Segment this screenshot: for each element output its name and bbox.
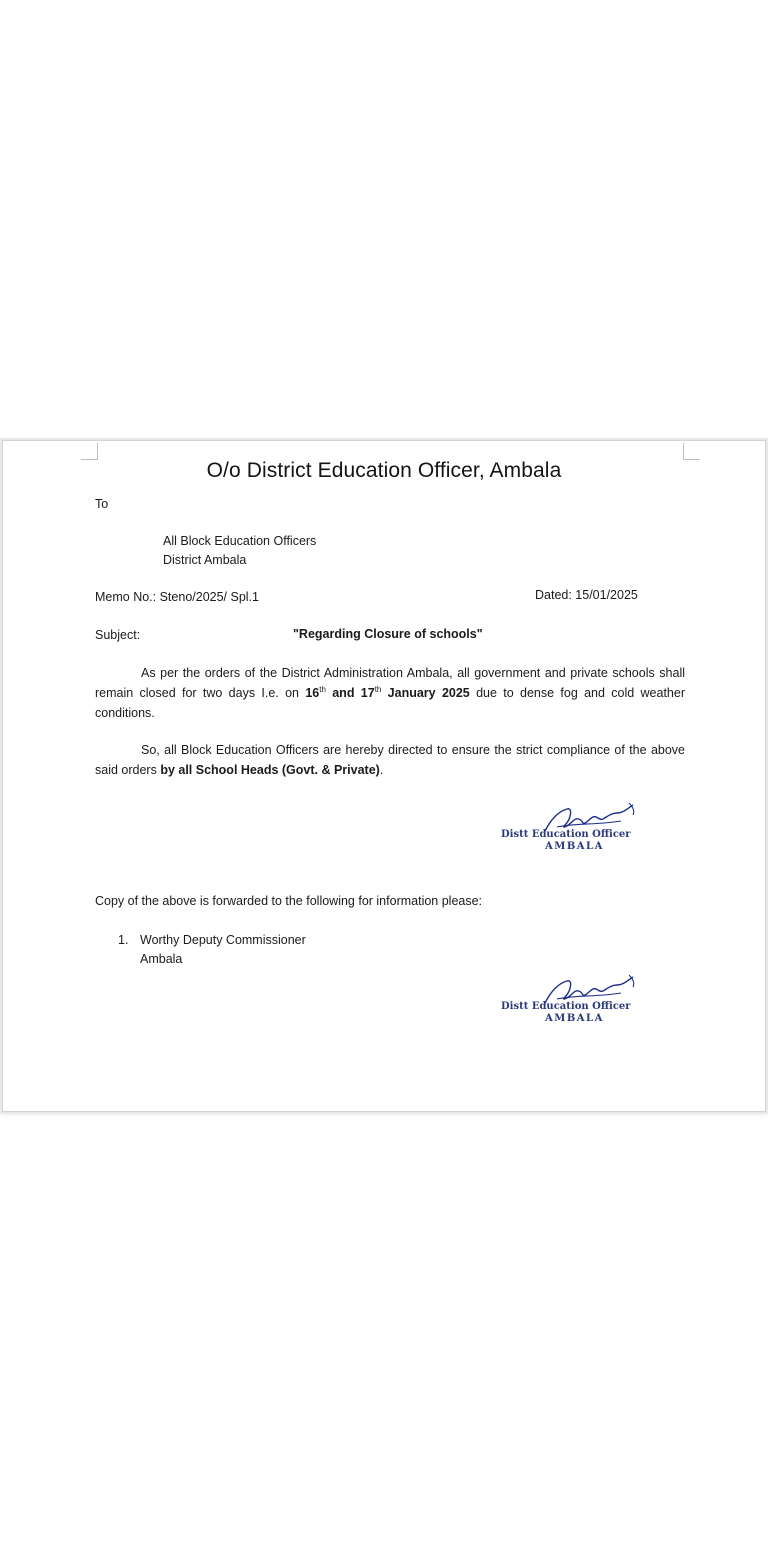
paragraph-compliance [95,740,685,780]
to-label: To [95,497,109,511]
office-title: O/o District Education Officer, Ambala [206,459,562,482]
paragraph-1-part-1: As per the orders of the District Administration Ambala, all government and private schools shall remain closed for two days I.e. on [95,666,685,700]
subject-text: "Regarding Closure of schools" [293,627,483,641]
paragraph-1-day-2: 17 [360,686,375,700]
stamp-location-copy: AMBALA [545,1013,604,1024]
stamp-location: AMBALA [545,841,604,852]
recipient-line-1: All Block Education Officers [163,534,317,548]
memo-number: Memo No.: Steno/2025/ Spl.1 [95,590,259,604]
paragraph-1-sup-1: th [319,684,326,694]
copy-list-number: 1. [118,933,129,947]
crop-mark-right [683,443,700,460]
paragraph-2-bold: by all School Heads (Govt. & Private) [160,763,380,777]
paragraph-1-part-2: due to dense fog and cold weather conditions. [95,686,685,720]
paragraph-closure-order [95,663,685,723]
stamp-designation: Distt Education Officer [501,829,631,840]
letter-date: Dated: 15/01/2025 [535,588,638,602]
crop-mark-left [81,443,98,460]
stamp-designation-copy: Distt Education Officer [501,1001,631,1012]
recipient-line-2: District Ambala [163,553,247,567]
paragraph-1-day-1: 16 [305,686,320,700]
paragraph-2-end: . [379,763,384,777]
paragraph-2-part-1: So, all Block Education Officers are hereby directed to ensure the strict compliance of the above said orders [95,743,685,777]
copy-list-recipient-location: Ambala [140,952,183,966]
signature-stamp-copy [497,973,657,1023]
paragraph-1-month-year: January 2025 [381,686,470,700]
signature-stamp [497,801,657,851]
letter-page [2,440,766,1112]
paragraph-1-sup-2: th [374,684,382,694]
paragraph-1-and: and [325,686,361,700]
copy-list-recipient: Worthy Deputy Commissioner [140,933,306,947]
subject-label: Subject: [95,628,141,642]
copy-forward-line: Copy of the above is forwarded to the following for information please: [95,894,483,908]
